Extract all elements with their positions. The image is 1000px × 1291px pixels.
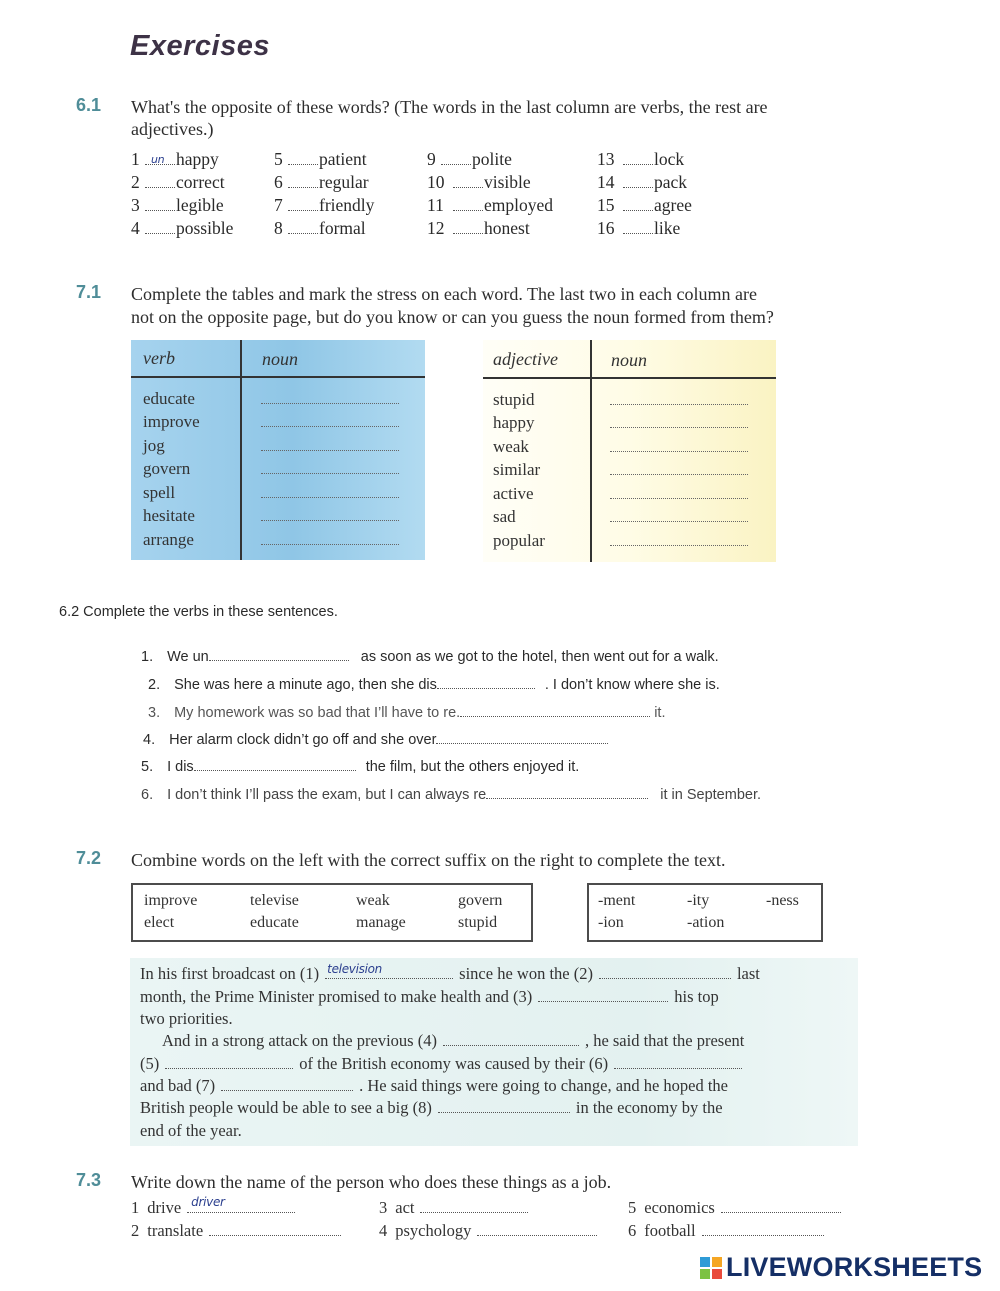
table-adjective-similar: similar — [493, 460, 541, 479]
exercise-number-7-3: 7.3 — [76, 1170, 102, 1190]
item-number: 3 — [131, 195, 140, 215]
table-verb-jog: jog — [143, 436, 165, 455]
item-number: 11 — [427, 195, 444, 215]
exercise-number-7-2: 7.2 — [76, 848, 102, 868]
sentence-end: it. — [654, 705, 666, 721]
table-verb-govern: govern — [143, 459, 191, 478]
noun-answer-line[interactable] — [261, 403, 399, 404]
passage-text-segment: and bad (7) — [140, 1076, 216, 1095]
noun-answer-line[interactable] — [261, 450, 399, 451]
job-item-economics — [628, 1198, 841, 1218]
job-answer-blank[interactable] — [187, 1195, 295, 1213]
exercise-7-3-instruction: Write down the name of the person who does these things as a job. — [131, 1172, 612, 1192]
sentence-start: I dis — [167, 759, 194, 775]
job-answer-blank[interactable] — [477, 1222, 597, 1236]
job-answer-blank[interactable] — [702, 1222, 824, 1236]
passage-answer-blank[interactable] — [614, 1055, 742, 1069]
table-header-adjective: adjective — [493, 349, 558, 369]
answer-blank[interactable] — [288, 197, 318, 211]
item-number: 2 — [131, 1221, 140, 1240]
passage-answer-blank[interactable] — [443, 1032, 579, 1046]
exercise-6-2-heading: 6.2 Complete the verbs in these sentences. — [59, 604, 338, 620]
passage-text-segment: , he said that the present — [584, 1031, 745, 1050]
suffix-ness: -ness — [766, 892, 799, 909]
item-word: possible — [176, 218, 234, 238]
box-word-elect: elect — [144, 914, 175, 931]
passage-text-segment: . He said things were going to change, and he hoped the — [359, 1076, 728, 1095]
sentence-start: She was here a minute ago, then she dis — [174, 677, 437, 693]
item-word: honest — [484, 218, 530, 238]
verb-answer-blank[interactable] — [436, 731, 608, 744]
item-number: 4 — [131, 218, 140, 238]
answer-blank[interactable] — [623, 151, 653, 165]
verb-answer-blank[interactable] — [460, 704, 650, 717]
table-divider-2 — [590, 340, 592, 562]
sentence-number: 6. — [141, 787, 154, 803]
exercise-6-1-instruction-line2: adjectives.) — [131, 119, 214, 139]
sentence-1 — [141, 648, 719, 665]
page-title: Exercises — [130, 30, 270, 62]
noun-answer-line[interactable] — [610, 474, 748, 475]
table-header-verb: verb — [143, 348, 175, 368]
passage-answer-blank[interactable] — [165, 1055, 293, 1069]
opposite-item — [597, 148, 684, 170]
passage-line — [140, 1121, 242, 1141]
table-verb-spell: spell — [143, 483, 176, 502]
noun-answer-line[interactable] — [610, 404, 748, 405]
item-number: 14 — [597, 172, 615, 192]
box-word-weak: weak — [356, 892, 390, 909]
noun-answer-line[interactable] — [261, 497, 399, 498]
item-word: regular — [319, 172, 369, 192]
passage-answer-blank[interactable] — [438, 1099, 570, 1113]
passage-text-segment: (5) — [140, 1054, 160, 1073]
exercise-6-1-instruction-line1: What's the opposite of these words? (The words in the last column are verbs, the rest are — [131, 97, 768, 117]
passage-line — [140, 1054, 748, 1074]
suffix-ment: -ment — [598, 892, 636, 909]
item-number: 10 — [427, 172, 445, 192]
sentence-number: 3. — [148, 705, 161, 721]
job-item-psychology — [379, 1221, 597, 1241]
passage-text-segment: last — [736, 964, 760, 983]
table-header-rule — [131, 376, 425, 378]
sentence-5 — [141, 758, 579, 775]
item-word: psychology — [395, 1221, 472, 1240]
opposite-item — [274, 148, 367, 170]
table-divider — [240, 340, 242, 560]
adjective-noun-table — [483, 340, 776, 562]
exercise-number-6-1: 6.1 — [76, 95, 102, 115]
suffix-ion: -ion — [598, 914, 624, 931]
job-answer-blank[interactable] — [209, 1222, 341, 1236]
opposite-item — [597, 194, 692, 216]
answer-blank[interactable] — [453, 197, 483, 211]
opposite-item — [274, 217, 366, 239]
sentence-start: My homework was so bad that I’ll have to re. — [174, 705, 461, 721]
verb-answer-blank[interactable] — [209, 648, 349, 661]
box-word-govern: govern — [458, 892, 503, 909]
item-word: formal — [319, 218, 366, 238]
item-number: 15 — [597, 195, 615, 215]
answer-blank[interactable] — [441, 151, 471, 165]
item-word: football — [644, 1221, 696, 1240]
passage-line — [140, 1098, 723, 1118]
table-adjective-sad: sad — [493, 507, 516, 526]
opposite-item — [131, 171, 225, 193]
item-word: like — [654, 218, 681, 238]
sentence-3 — [148, 704, 665, 721]
suffix-ity: -ity — [687, 892, 710, 909]
item-word: act — [395, 1198, 415, 1217]
job-item-act — [379, 1198, 528, 1218]
answer-blank[interactable] — [623, 174, 653, 188]
liveworksheets-logo-icon — [700, 1257, 722, 1279]
opposite-item — [131, 148, 219, 170]
job-item-football — [628, 1221, 824, 1241]
item-word: employed — [484, 195, 554, 215]
answer-blank[interactable] — [288, 174, 318, 188]
sentence-2 — [148, 676, 720, 693]
table-verb-hesitate: hesitate — [143, 506, 195, 525]
opposite-item — [131, 194, 224, 216]
opposite-item — [274, 171, 369, 193]
answer-blank[interactable] — [623, 220, 653, 234]
passage-text-segment: And in a strong attack on the previous (4) — [162, 1031, 437, 1050]
job-item-drive — [131, 1195, 295, 1218]
item-word: correct — [176, 172, 225, 192]
handwritten-answer: un — [151, 153, 165, 166]
job-answer-blank[interactable] — [420, 1199, 528, 1213]
suffix-ation: -ation — [687, 914, 725, 931]
passage-answer-blank[interactable] — [538, 988, 668, 1002]
item-number: 3 — [379, 1198, 388, 1217]
item-number: 1 — [131, 149, 140, 169]
verb-answer-blank[interactable] — [194, 758, 356, 771]
answer-blank[interactable] — [145, 151, 175, 165]
passage-text-segment: end of the year. — [140, 1121, 242, 1140]
opposite-item — [427, 217, 530, 239]
box-word-manage: manage — [356, 914, 406, 931]
sentence-number: 1. — [141, 649, 154, 665]
answer-blank[interactable] — [145, 220, 175, 234]
sentence-number: 4. — [143, 732, 156, 748]
passage-line — [140, 964, 760, 984]
item-word: agree — [654, 195, 692, 215]
box-word-televise: televise — [250, 892, 299, 909]
answer-blank[interactable] — [453, 174, 483, 188]
noun-answer-line[interactable] — [610, 521, 748, 522]
passage-line — [140, 1009, 233, 1029]
answer-blank[interactable] — [288, 151, 318, 165]
item-word: polite — [472, 149, 512, 169]
item-number: 12 — [427, 218, 445, 238]
item-word: legible — [176, 195, 224, 215]
item-number: 4 — [379, 1221, 388, 1240]
sentence-6 — [141, 786, 761, 803]
exercise-7-1-instruction-line1: Complete the tables and mark the stress on each word. The last two in each column are — [131, 284, 757, 304]
passage-text-segment: In his first broadcast on (1) — [140, 964, 320, 983]
answer-blank[interactable] — [145, 174, 175, 188]
passage-answer-blank[interactable] — [599, 965, 731, 979]
noun-answer-line[interactable] — [610, 498, 748, 499]
table-adjective-active: active — [493, 484, 534, 503]
liveworksheets-logo: LIVEWORKSHEETS — [726, 1252, 983, 1282]
opposite-item — [427, 148, 512, 170]
item-number: 9 — [427, 149, 436, 169]
opposite-item — [597, 217, 680, 239]
item-number: 8 — [274, 218, 283, 238]
opposite-item — [427, 194, 553, 216]
answer-blank[interactable] — [623, 197, 653, 211]
opposite-item — [427, 171, 531, 193]
opposite-item — [597, 171, 687, 193]
sentence-number: 5. — [141, 759, 154, 775]
sentence-end: . I don’t know where she is. — [544, 677, 720, 693]
passage-line — [140, 1076, 728, 1096]
item-word: patient — [319, 149, 367, 169]
noun-answer-line[interactable] — [261, 544, 399, 545]
exercise-7-2-instruction: Combine words on the left with the correct suffix on the right to complete the text. — [131, 850, 726, 870]
table-header-noun-2: noun — [611, 350, 647, 370]
passage-text-segment: British people would be able to see a big (8) — [140, 1098, 432, 1117]
sentence-end: as soon as we got to the hotel, then went out for a walk. — [360, 649, 719, 665]
passage-answer-blank[interactable] — [221, 1077, 353, 1091]
sentence-4 — [143, 731, 608, 748]
exercise-7-1-instruction-line2: not on the opposite page, but do you know or can you guess the noun formed from them? — [131, 307, 774, 327]
noun-answer-line[interactable] — [261, 426, 399, 427]
verb-noun-table — [131, 340, 425, 560]
sentence-end: it in September. — [660, 787, 761, 803]
item-word: drive — [147, 1198, 182, 1217]
item-word: lock — [654, 149, 685, 169]
handwritten-answer: driver — [191, 1195, 225, 1209]
item-number: 6 — [628, 1221, 637, 1240]
sentence-start: Her alarm clock didn’t go off and she over — [169, 732, 437, 748]
item-number: 7 — [274, 195, 283, 215]
verb-answer-blank[interactable] — [437, 676, 535, 689]
item-word: friendly — [319, 195, 375, 215]
noun-answer-line[interactable] — [610, 545, 748, 546]
passage-text-segment: his top — [674, 987, 719, 1006]
item-number: 2 — [131, 172, 140, 192]
table-header-noun: noun — [262, 349, 298, 369]
exercise-number-7-1: 7.1 — [76, 282, 102, 302]
answer-blank[interactable] — [145, 197, 175, 211]
item-number: 5 — [274, 149, 283, 169]
item-number: 5 — [628, 1198, 637, 1217]
item-number: 13 — [597, 149, 615, 169]
item-word: translate — [147, 1221, 204, 1240]
answer-blank[interactable] — [288, 220, 318, 234]
noun-answer-line[interactable] — [610, 427, 748, 428]
sentence-end: the film, but the others enjoyed it. — [365, 759, 580, 775]
box-word-educate: educate — [250, 914, 299, 931]
passage-line — [140, 987, 719, 1007]
opposite-item — [274, 194, 374, 216]
passage-text-segment: since he won the (2) — [459, 964, 593, 983]
opposite-item — [131, 217, 233, 239]
item-word: happy — [176, 149, 219, 169]
passage-answer-blank[interactable] — [325, 962, 453, 979]
item-number: 6 — [274, 172, 283, 192]
box-word-improve: improve — [144, 892, 198, 909]
sentence-start: We un — [167, 649, 209, 665]
item-word: economics — [644, 1198, 715, 1217]
passage-text-segment: two priorities. — [140, 1009, 233, 1028]
table-adjective-happy: happy — [493, 413, 535, 432]
passage-text-segment: month, the Prime Minister promised to make health and (3) — [140, 987, 533, 1006]
verb-answer-blank[interactable] — [486, 786, 648, 799]
answer-blank[interactable] — [453, 220, 483, 234]
box-word-stupid: stupid — [458, 914, 498, 931]
item-number: 16 — [597, 218, 615, 238]
sentence-start: I don’t think I’ll pass the exam, but I can always re — [167, 787, 487, 803]
handwritten-answer: television — [327, 962, 382, 976]
noun-answer-line[interactable] — [261, 520, 399, 521]
item-word: pack — [654, 172, 688, 192]
passage-text-segment: of the British economy was caused by their (6) — [299, 1054, 609, 1073]
job-item-translate — [131, 1221, 341, 1241]
noun-answer-line[interactable] — [610, 451, 748, 452]
table-verb-arrange: arrange — [143, 530, 194, 549]
table-header-rule-2 — [483, 377, 776, 379]
table-adjective-weak: weak — [493, 437, 529, 456]
table-verb-improve: improve — [143, 412, 200, 431]
job-answer-blank[interactable] — [721, 1199, 841, 1213]
table-verb-educate: educate — [143, 389, 195, 408]
passage-line — [162, 1031, 744, 1051]
passage-text-segment: in the economy by the — [575, 1098, 723, 1117]
item-word: visible — [484, 172, 531, 192]
table-adjective-popular: popular — [493, 531, 545, 550]
item-number: 1 — [131, 1198, 140, 1217]
noun-answer-line[interactable] — [261, 473, 399, 474]
table-adjective-stupid: stupid — [493, 390, 535, 409]
sentence-number: 2. — [148, 677, 161, 693]
